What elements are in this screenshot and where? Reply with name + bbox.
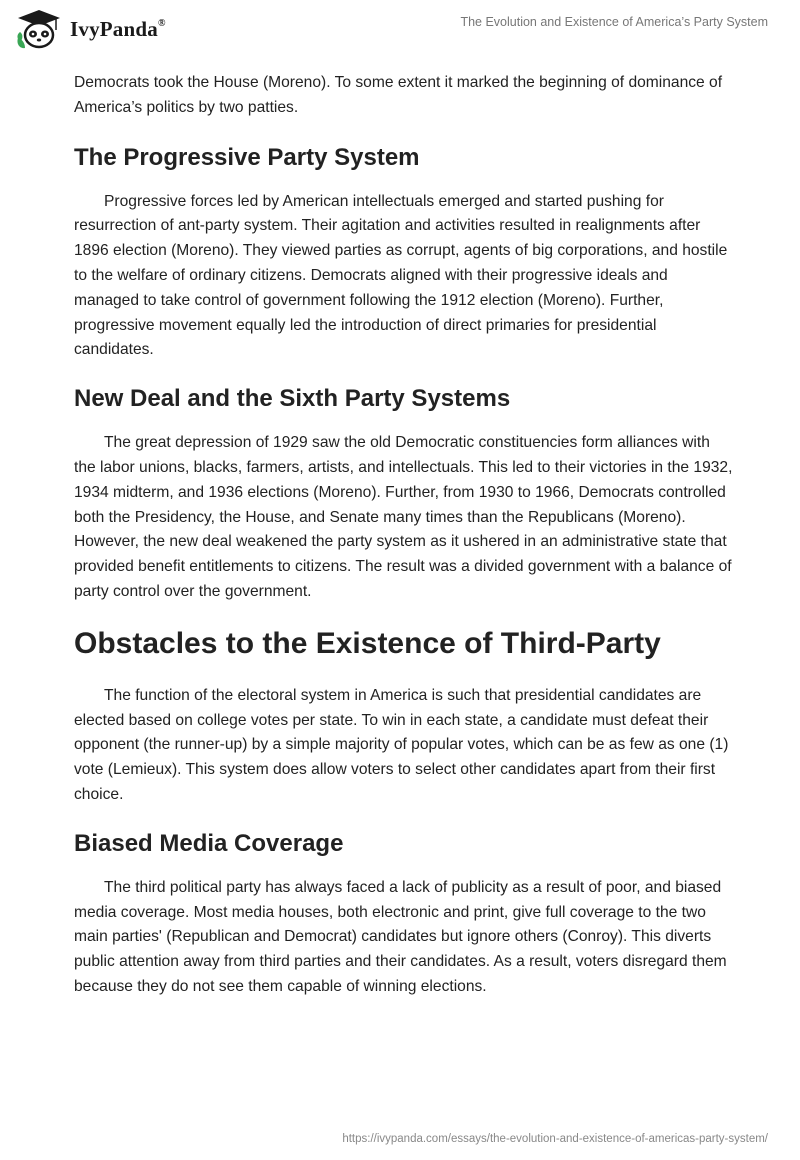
panda-graduate-icon — [14, 8, 64, 50]
section-paragraph-progressive: Progressive forces led by American intellectuals emerged and started pushing for resurrection of ant-party system. Their agitation and activities resulted in realignments after 1896 election (Moreno). They viewed parties as corrupt, agents of big corporations, and hostile to the welfare of ordinary citizens. Democrats aligned with their progressive ideals and managed to take control of government following the 1912 election (Moreno). Further, progressive movement equally led the introduction of direct primaries for presidential candidates. — [74, 192, 728, 359]
section-paragraph-media: The third political party has always faced a lack of publicity as a result of poor, and biased media coverage. Most media houses, both electronic and print, give full coverage to the two main parties' (Republican and Democrat) candidates but ignore others (Conroy). This diverts public attention away from third parties and their candidates. As a result, voters disregard them because they do not see them capable of winning elections. — [74, 878, 727, 995]
logo-text: IvyPanda® — [70, 16, 166, 41]
section-heading-obstacles: Obstacles to the Existence of Third-Party — [74, 626, 661, 660]
page-header — [0, 0, 800, 70]
section-heading-new-deal: New Deal and the Sixth Party Systems — [74, 385, 511, 413]
ivypanda-logo[interactable] — [14, 8, 166, 50]
section-heading-media: Biased Media Coverage — [74, 829, 344, 857]
section-paragraph-obstacles: The function of the electoral system in America is such that presidential candidates are elected based on college votes per state. To win in each state, a candidate must defeat their opponent (the runner-up) by a simple majority of popular votes, which can be as few as one (1) vote (Lemieux). This system does allow voters to select other candidates apart from their first choice. — [74, 686, 729, 803]
source-url-link[interactable]: https://ivypanda.com/essays/the-evolution-and-existence-of-americas-party-system/ — [342, 1133, 768, 1145]
document-title: The Evolution and Existence of America’s Party System — [460, 15, 768, 29]
section-heading-progressive: The Progressive Party System — [74, 143, 420, 171]
section-paragraph-new-deal: The great depression of 1929 saw the old Democratic constituencies form alliances with the labor unions, blacks, farmers, artists, and intellectuals. This led to their victories in the 1932, 1934 midterm, and 1936 elections (Moreno). Further, from 1930 to 1966, Democrats controlled both the Presidency, the House, and Senate many times than the Republicans (Moreno). However, the new deal weakened the party system as it ushered in an administrative state that provided benefit entitlements to citizens. The result was a divided government with a balance of party control over the government. — [74, 434, 733, 600]
essay-content — [74, 70, 734, 1000]
intro-paragraph: Democrats took the House (Moreno). To some extent it marked the beginning of dominance of America’s politics by two patties. — [74, 74, 723, 116]
